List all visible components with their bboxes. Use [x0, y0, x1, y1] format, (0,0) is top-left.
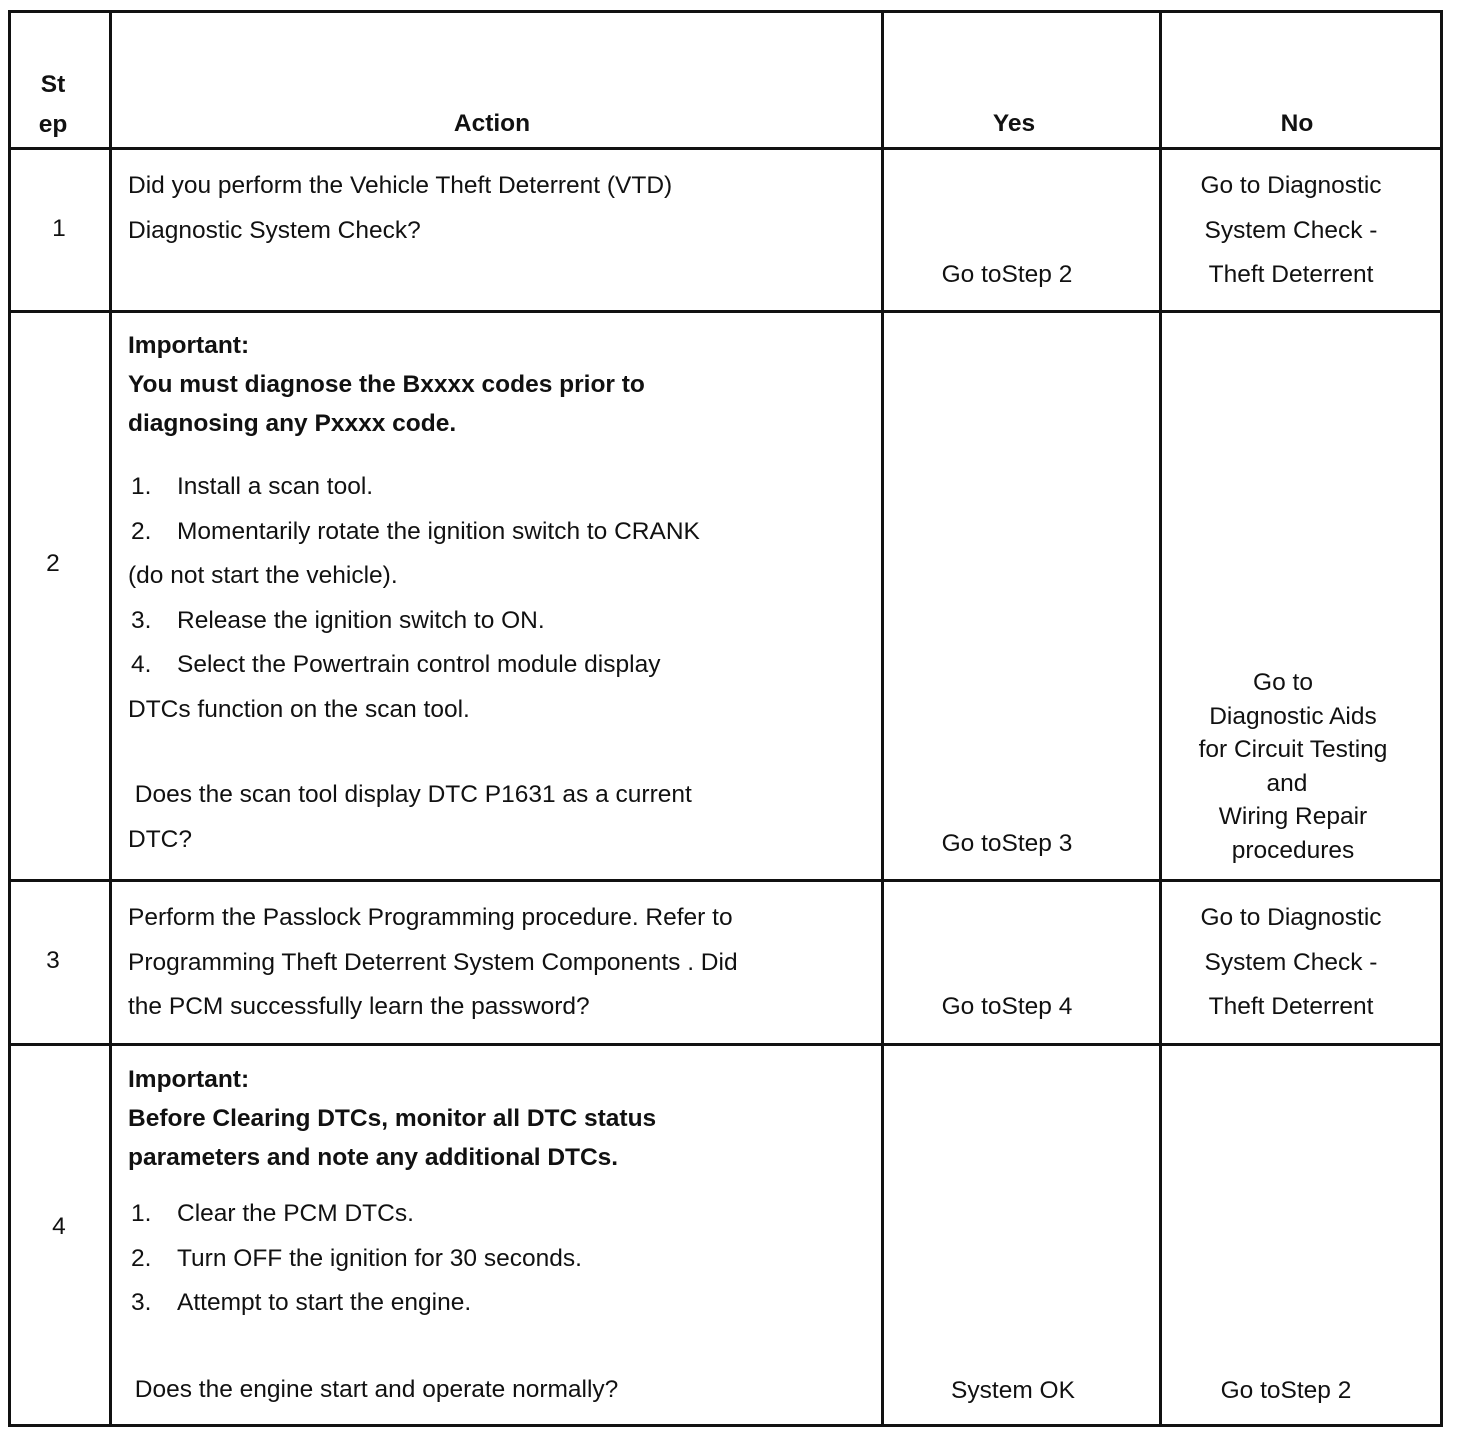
list-item: 1. Clear the PCM DTCs.: [131, 1200, 414, 1227]
row1-action-line: Diagnostic System Check?: [128, 216, 421, 244]
step-number-1: 1: [52, 215, 66, 242]
header-step-line1: St: [40, 71, 66, 98]
row2-no: [1162, 666, 1424, 867]
row2-no-line: Wiring Repair: [1218, 803, 1368, 830]
row3-no-line: System Check -: [1204, 948, 1378, 976]
row4-yes: System OK: [951, 1377, 1075, 1404]
header-step: [10, 65, 96, 145]
list-item: 3. Attempt to start the engine.: [131, 1289, 472, 1316]
row3-action-line: the PCM successfully learn the password?: [128, 993, 590, 1020]
row2-no-line: Diagnostic Aids: [1209, 702, 1377, 730]
row2-no-line: procedures: [1231, 836, 1355, 864]
header-no: No: [1280, 110, 1314, 137]
row3-action: [128, 896, 873, 1030]
header-yes: Yes: [992, 110, 1036, 137]
row1-yes: Go toStep 2: [941, 261, 1073, 288]
row2-no-line: Go to: [1253, 669, 1313, 696]
question-line: DTC?: [128, 825, 192, 853]
border-top: [8, 10, 1443, 13]
row1-no-line: Go to Diagnostic: [1200, 172, 1382, 199]
important-label: Important:: [128, 332, 250, 359]
step-number-3: 3: [46, 947, 60, 974]
divider-header: [8, 147, 1443, 150]
divider-action-yes: [881, 10, 884, 1427]
row3-action-line: Programming Theft Deterrent System Components . Did: [128, 948, 738, 976]
divider-row1: [8, 310, 1443, 313]
step-number-2: 2: [46, 550, 60, 577]
step-number-4: 4: [52, 1213, 66, 1240]
important-line: diagnosing any Pxxxx code.: [128, 410, 457, 437]
row1-action: [128, 164, 868, 253]
row3-no-line: Go to Diagnostic: [1200, 904, 1382, 931]
row4-action: [128, 1060, 868, 1412]
row1-no: [1162, 164, 1420, 298]
important-line: parameters and note any additional DTCs.: [128, 1144, 619, 1171]
border-right: [1440, 10, 1443, 1427]
row4-no: Go toStep 2: [1220, 1377, 1352, 1404]
divider-row2: [8, 879, 1443, 882]
row3-no: [1162, 896, 1420, 1030]
list-item: 4. Select the Powertrain control module display: [131, 651, 661, 678]
list-item: 1. Install a scan tool.: [131, 473, 374, 500]
list-item-continuation: DTCs function on the scan tool.: [128, 695, 470, 723]
border-bottom: [8, 1424, 1443, 1427]
row1-no-line: Theft Deterrent: [1208, 261, 1374, 288]
list-item: 3. Release the ignition switch to ON.: [131, 606, 545, 634]
row3-yes: Go toStep 4: [941, 993, 1073, 1020]
diagnostic-table: [8, 10, 1443, 1427]
header-step-line2: ep: [38, 111, 68, 138]
row3-no-line: Theft Deterrent: [1208, 993, 1374, 1020]
row2-no-line: for Circuit Testing: [1198, 736, 1388, 763]
important-line: You must diagnose the Bxxxx codes prior to: [128, 371, 645, 398]
row2-no-line: and: [1266, 769, 1308, 797]
row2-yes: Go toStep 3: [941, 830, 1073, 857]
header-action: Action: [453, 110, 531, 137]
question-line: Does the scan tool display DTC P1631 as a current: [128, 781, 692, 808]
divider-row3: [8, 1043, 1443, 1046]
row3-action-line: Perform the Passlock Programming procedure. Refer to: [128, 904, 733, 931]
list-item: 2. Momentarily rotate the ignition switch to CRANK: [131, 517, 700, 545]
important-label: Important:: [128, 1066, 250, 1093]
list-item: 2. Turn OFF the ignition for 30 seconds.: [131, 1244, 582, 1272]
row1-no-line: System Check -: [1204, 216, 1378, 244]
important-line: Before Clearing DTCs, monitor all DTC status: [128, 1105, 657, 1132]
list-item-continuation: (do not start the vehicle).: [128, 562, 398, 589]
row1-action-line: Did you perform the Vehicle Theft Deterrent (VTD): [128, 172, 673, 199]
question-line: Does the engine start and operate normally?: [128, 1375, 619, 1403]
row2-action: [128, 326, 868, 862]
